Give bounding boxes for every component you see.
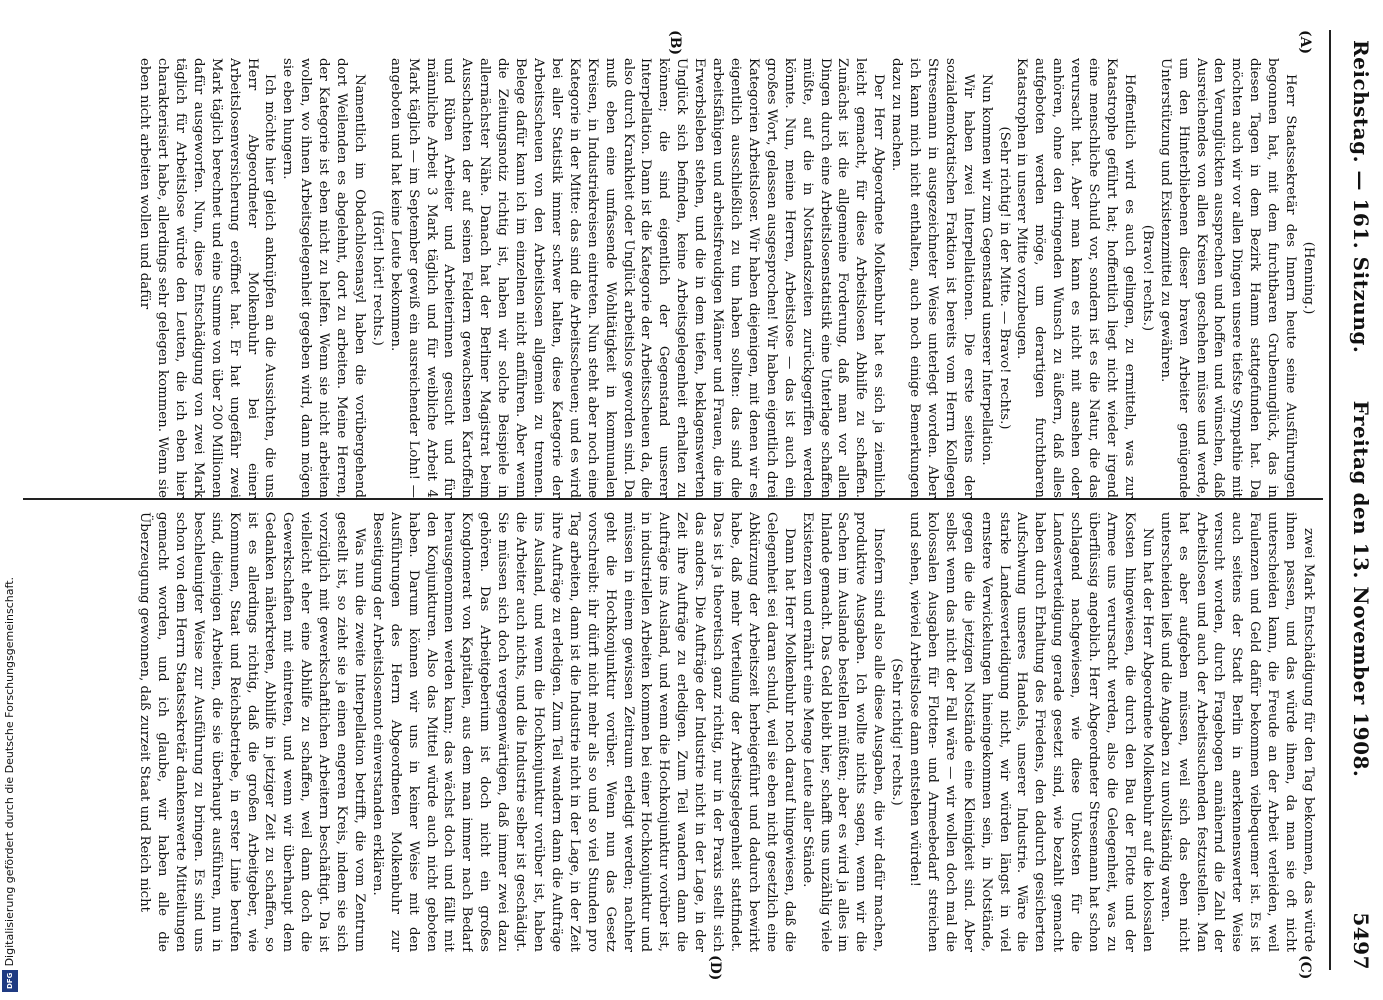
interjection: (Hört! hört! rechts.) (369, 210, 385, 346)
paragraph: Hoffentlich wird es auch gelingen, zu ermitteln, was zur Katastrophe geführt hat; hoffentlich liegt nicht wieder irgend eine menschliche Schuld vor, sondern ist es die Natur, die das verursacht hat. Aber man kann es nicht mit ansehen oder anhören, ohne den dringenden Wunsch zu äußern, daß alles aufgeboten werden möge, um derartigen furchtbaren Katastrophen in unserer Mitte vorzubeugen. (1014, 58, 1137, 498)
header-date: Freitag den 13. November 1908. (1349, 400, 1373, 778)
paragraph: Der Herr Abgeordnete Molkenbuhr hat es sich ja ziemlich leicht gemacht, für diese Arbeitslosen Abhilfe zu schaffen. Zunächst ist die allgemeine Forderung, daß man vor allen Dingen durch eine Arbeitslosenstatistik eine Unterlage schaffen müßte, auf die in Notstandszeiten zurückgegriffen werden könnte. Nun, meine Herren, Arbeitslose — das ist auch ein großes Wort, gelassen ausgesprochen! Wir haben eigentlich drei Kategorien Arbeitsloser. Wir haben diejenigen, mit denen wir es eigentlich ausschließlich zu tun haben sollten: das sind die arbeitsfähigen und arbeitsfreudigen Männer und Frauen, die im Erwerbsleben stehen, und die in dem tiefen, beklagenswerten Unglück sich befinden, keine Arbeitsgelegenheit erhalten zu können; die sind eigentlich der Gegenstand unserer Interpellation. Dann ist die Kategorie der Arbeitsscheuen da, die also durch Krankheit oder Unglück arbeitslos geworden sind. Da muß eben eine umfassende Wohltätigkeit in kommunalen Kreisen, in Industriekreisen eintreten. Nun steht aber noch eine Kategorie in der Mitte: das sind die Arbeitsscheuen; und es wird bei aller Statistik immer schwer halten, diese Kategorie der Arbeitsscheuen von den Arbeitslosen allgemein zu trennen. Belege dafür kann ich im einzelnen nicht anführen. Aber wenn die Zeitungsnotiz richtig ist, haben wir solche Beispiele in allernächster Nähe. Danach hat der Berliner Magistrat beim Ausschachten der auf seinen Feldern gewachsenen Kartoffeln und Rüben Arbeiter und Arbeiterinnen gesucht und für männliche Arbeit 3 Mark täglich und für weibliche Arbeit 4 Mark täglich — im September gewiß ein ausreichender Lohn! — angeboten und hat keine Leute bekommen. (387, 58, 887, 498)
running-header-left: Reichstag. — 161. Sitzung. (1349, 40, 1373, 354)
right-column (27, 512, 1317, 952)
paragraph: Ich möchte hier gleich anknüpfen an die Aussichten, die uns Herr Abgeordneter Molkenbuhr bei einer Arbeitslosenversicherung eröffnet hat. Er hat ungefähr zwei Mark täglich berechnet und eine Summe von über 200 Millionen dafür ausgeworfen. Nun, diese Entschädigung von zwei Mark täglich für Arbeitslose würde den Leuten, die ich eben hier charakterisiert habe, allerdings sehr gelegen kommen. Wenn sie eben nicht arbeiten wollen und dafür (137, 58, 278, 498)
interjection: (Sehr richtig! in der Mitte. — Bravo! rechts.) (996, 126, 1012, 430)
paragraph: Herr Staatssekretär des Innern heute seine Ausführungen begonnen hat, mit dem furchtbaren Grubenunglück, das in diesen Tagen in dem Bezirk Hamm stattgefunden hat. Da möchten auch wir vor allen Dingen unsere tiefste Sympathie mit den Verunglückten aussprechen und hoffen und wünschen, daß Ausreichendes von allen Kreisen geschehen müsse und werde, um den Hinterbliebenen dieser braven Arbeiter genügende Unterstützung und Existenzmittel zu gewähren. (1157, 58, 1299, 498)
column-divider (23, 498, 1323, 500)
page-number: 5497 (1349, 912, 1373, 970)
margin-mark-c: (C) (1297, 955, 1313, 980)
left-column (27, 58, 1317, 498)
interjection: (Sehr richtig! rechts.) (889, 658, 905, 806)
paragraph: Namentlich im Obdachlosenasyl haben die vorübergehend dort Weilenden es abgelehnt, dort zu arbeiten. Meine Herren, der Kategorie ist eben nicht zu helfen. Wenn sie nicht arbeiten wollen, wo ihnen Arbeitsgelegenheit gegeben wird, dann mögen sie eben hungern. (280, 58, 367, 498)
margin-mark-a: (A) (1297, 30, 1313, 55)
margin-mark-b: (B) (667, 30, 683, 56)
paragraph: Dann hat Herr Molkenbuhr noch darauf hingewiesen, daß die Gelegenheit sei daran schuld, weil sie eben nicht gesetzlich eine Abkürzung der Arbeitszeit herbeigeführt und dadurch bewirkt habe, daß mehr Verteilung der Arbeitsgelegenheit stattfindet. Das ist ja theoretisch ganz richtig, nur in der Praxis stellt sich das anders. Die Aufträge der Industrie nicht in der Lage, in der Zeit ihre Aufträge zu erledigen. Zum Teil wandern dann die Aufträge ins Ausland, und wenn die Hochkonjunktur vorüber ist, in industriellen Arbeiten kommen bei einer Hochkonjunktur und müssen in einem gewissen Zeitraum erledigt werden; nachher geht die Hochkonjunktur vorüber. Wenn nun das Gesetz vorschreibt: ihr dürft nicht mehr als so und so viel Stunden pro Tag arbeiten, dann ist die Industrie nicht in der Lage, in der Zeit ihre Aufträge zu erledigen. Zum Teil wandern dann die Aufträge ins Ausland, und wenn die Hochkonjunktur vorüber ist, haben die Arbeiter auch nichts, und die Industrie selber ist geschädigt. Sie müssen sich doch vergegenwärtigen, daß immer zwei dazu gehören. Das Arbeitgeberium ist doch nicht ein großes Konglomerat von Kapitalien, aus dem man immer nach Bedarf herausgenommen werden kann; das wächst doch und fällt mit den Konjunkturen. Also das Mittel würde auch nicht geboten haben. Darum können wir uns in keiner Weise mit den Ausführungen des Herrn Abgeordneten Molkenbuhr zur Beseitigung der Arbeitslosennot einverstanden erklären. (369, 512, 797, 952)
funding-note: Digitalisierung gefördert durch die Deutsche Forschungsgemeinschaft. (3, 576, 16, 966)
paragraph: Was nun die zweite Interpellation betrifft, die vom Zentrum gestellt ist, so zieht sie ja einen engeren Kreis, indem sie sich vorzüglich mit gewerkschaftlichen Arbeitern beschäftigt. Da ist vielleicht eher eine Abhilfe zu schaffen, weil dann doch die Gewerkschaften mit eintreten, und wenn wir überhaupt dem Gedanken näherkreten, Abhilfe in jetziger Zeit zu schaffen, so ist es allerdings richtig, daß die großen Arbeitgeber, wie Kommunen, Staat und Reichsbetriebe, in erster Linie berufen sind, diejenigen Arbeiten, die sie überhaupt ausführen, nun in beschleunigter Weise zur Ausführung zu bringen. Es sind uns schon von dem Herrn Staatssekretär dankenswerte Mitteilungen gemacht worden, und ich glaube, wir haben alle die Überzeugung gewonnen, daß zurzeit Staat und Reich nicht (137, 512, 367, 952)
margin-mark-d: (D) (707, 955, 723, 981)
running-header-right (1333, 401, 1373, 970)
paragraph: Nun kommen wir zum Gegenstand unserer Interpellation. (978, 74, 994, 466)
interjection: (Henning.) (1301, 241, 1316, 315)
dfg-logo: DFG (2, 970, 18, 992)
paragraph: Nun hat der Herr Abgeordnete Molkenbuhr auf die kolossalen Kosten hingewiesen, die durch den Bau der Flotte und der Armee uns verursacht werden, also die Gelegenheit, was zu überflüssig angeblich. Herr Abgeordneter Stresemann hat schon schlagend nachgewiesen, wie diese Unkosten für die Landesverteidigung gerade gesetzt sind, wie bezahlt gemacht haben durch Erhaltung des Friedens, den dadurch gesicherten Aufschwung unseres Handels, unserer Industrie. Wäre die starke Landesverteidigung nicht, wir würden längst in viel ernstere Verwickelungen hineingekommen sein, in Notstände, gegen die die jetzigen Notstände eine Kleinigkeit sind. Aber selbst wenn das nicht der Fall wäre — wir wollen doch mal die kolossalen Ausgaben für Flotten- und Armeebedarf streichen und sehen, wieviel Arbeitslose dann entstehen würden! (907, 512, 1155, 952)
paragraph: Insofern sind also alle diese Ausgaben, die wir dafür machen, produktive Ausgaben. Ich wollte nichts sagen, wenn wir die Sachen im Auslande bestellen müßten; aber es wird ja alles im Inlande gemacht. Das Geld bleibt hier, schafft uns unzählig viele Existenzen und ernährt eine Menge Leute aller Stände. (799, 512, 887, 952)
digitization-footer (0, 0, 20, 1000)
paragraph: Wir haben zwei Interpellationen. Die erste seitens der sozialdemokratischen Fraktion ist bereits vom Herrn Kollegen Stresemann in ausgezeichneter Weise unterlegt worden. Aber ich kann mich nicht enthalten, auch noch einige Bemerkungen dazu zu machen. (889, 58, 976, 498)
paragraph: zwei Mark Entschädigung für den Tag bekommen, das würde ihnen passen, und das würde ihnen, da man sie oft nicht unterscheiden kann, die Freude an der Arbeit verleiden, weil Faulenzen und Geld dafür bekommen vielbequemer ist. Es ist auch seitens der Stadt Berlin in anerkennenswerter Weise versucht worden, durch Fragebogen annähernd die Zahl der Arbeitslosen und auch der Arbeitssuchenden festzustellen. Man hat es aber aufgeben müssen, weil sich das eben nicht unterscheiden ließ und die Angaben zu unvollständig waren. (1157, 512, 1316, 952)
interjection: (Bravo! rechts.) (1139, 224, 1155, 332)
header-rule (1329, 30, 1331, 970)
